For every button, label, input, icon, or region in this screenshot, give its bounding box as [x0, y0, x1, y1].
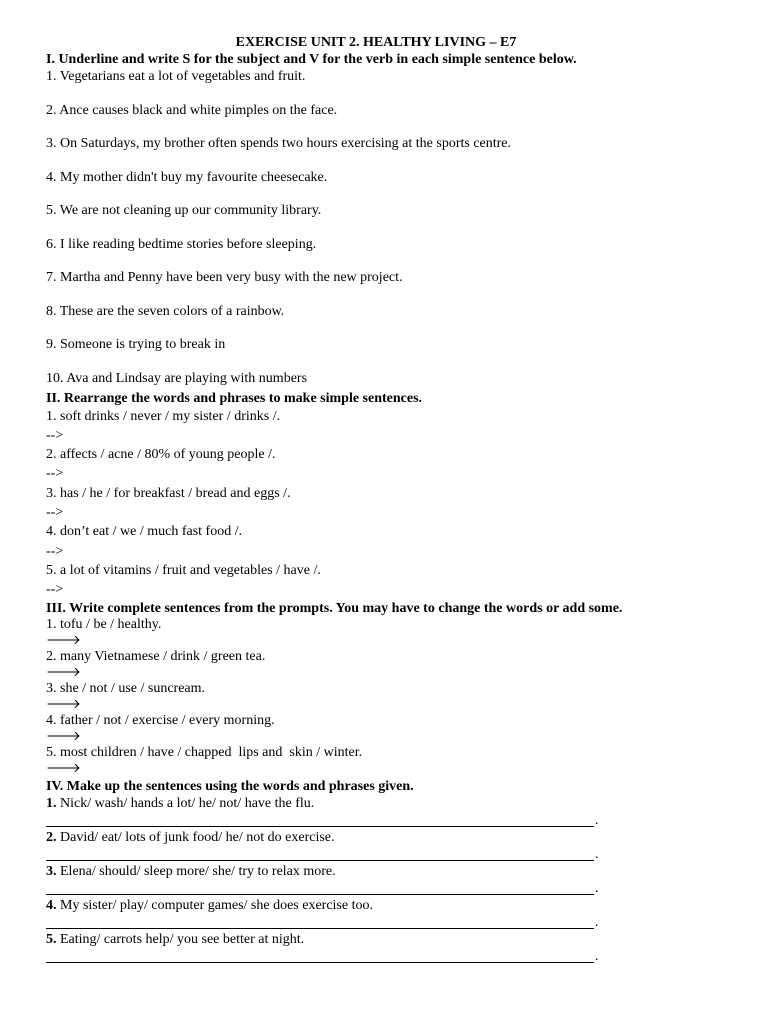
section-2-item: 2. affects / acne / 80% of young people /.: [46, 447, 276, 463]
item-prompt: My sister/ play/ computer games/ she does exercise too.: [56, 898, 373, 914]
answer-space: [46, 253, 706, 270]
answer-marker: -->: [46, 466, 64, 482]
section-2-item: 4. don’t eat / we / much fast food /.: [46, 524, 243, 540]
section-4-heading: IV. Make up the sentences using the words and phrases given.: [46, 779, 414, 795]
answer-marker: -->: [46, 582, 64, 598]
arrow-icon: 🡒: [46, 697, 81, 713]
section-3-heading: III. Write complete sentences from the prompts. You may have to change the words or add some.: [46, 601, 623, 617]
section-1-item: 7. Martha and Penny have been very busy with the new project.: [46, 270, 403, 285]
answer-space: [46, 286, 706, 303]
arrow-icon: 🡒: [46, 665, 81, 681]
section-1-heading: I. Underline and write S for the subject and V for the verb in each simple sentence below.: [46, 52, 577, 67]
arrow-icon: 🡒: [46, 633, 81, 649]
answer-space: [46, 219, 706, 236]
section-4-item: [46, 897, 706, 914]
section-2-item: 1. soft drinks / never / my sister / drinks /.: [46, 408, 281, 424]
line-end: .: [595, 847, 599, 863]
answer-marker: -->: [46, 427, 64, 443]
section-3-item: 3. she / not / use / suncream.: [46, 681, 206, 697]
section-1-item: 10. Ava and Lindsay are playing with numbers: [46, 370, 308, 386]
section-3-item: 2. many Vietnamese / drink / green tea.: [46, 649, 266, 665]
underline: [46, 826, 594, 827]
item-number: 2.: [46, 830, 57, 846]
answer-space: [46, 85, 706, 102]
answer-space: [46, 152, 706, 169]
answer-line[interactable]: [46, 846, 706, 863]
answer-line[interactable]: [46, 948, 706, 965]
section-4-item: [46, 795, 706, 812]
answer-marker: -->: [46, 543, 64, 559]
section-1-item: 9. Someone is trying to break in: [46, 337, 226, 352]
line-end: .: [595, 949, 599, 965]
item-number: 1.: [46, 796, 57, 812]
answer-line[interactable]: [46, 880, 706, 897]
answer-space: [46, 353, 706, 370]
item-number: 4.: [46, 898, 57, 914]
section-4-item: [46, 829, 706, 846]
underline: [46, 860, 594, 861]
section-2-item: 5. a lot of vitamins / fruit and vegetables / have /.: [46, 562, 321, 578]
section-1-item: 6. I like reading bedtime stories before sleeping.: [46, 236, 317, 252]
section-3-item: 4. father / not / exercise / every morning.: [46, 713, 275, 729]
item-prompt: David/ eat/ lots of junk food/ he/ not do exercise.: [56, 830, 335, 846]
section-1-item: 8. These are the seven colors of a rainbow.: [46, 303, 285, 319]
section-2-item: 3. has / he / for breakfast / bread and eggs /.: [46, 485, 291, 501]
answer-line[interactable]: [46, 914, 706, 931]
underline: [46, 928, 594, 929]
section-1-item: 2. Ance causes black and white pimples on the face.: [46, 102, 338, 118]
section-1-item: 4. My mother didn't buy my favourite cheesecake.: [46, 169, 328, 185]
section-4-item: [46, 931, 706, 948]
section-1-item: 3. On Saturdays, my brother often spends two hours exercising at the sports centre.: [46, 136, 512, 151]
underline: [46, 894, 594, 895]
section-1-item: 1. Vegetarians eat a lot of vegetables and fruit.: [46, 69, 306, 84]
item-prompt: Elena/ should/ sleep more/ she/ try to relax more.: [56, 864, 336, 880]
arrow-icon: 🡒: [46, 729, 81, 745]
page-title: EXERCISE UNIT 2. HEALTHY LIVING – E7: [235, 35, 517, 50]
answer-marker: -->: [46, 504, 64, 520]
section-3-item: 1. tofu / be / healthy.: [46, 617, 162, 633]
line-end: .: [595, 813, 599, 829]
section-2-heading: II. Rearrange the words and phrases to make simple sentences.: [46, 390, 423, 406]
item-number: 5.: [46, 932, 57, 948]
item-prompt: Nick/ wash/ hands a lot/ he/ not/ have the flu.: [56, 796, 315, 812]
underline: [46, 962, 594, 963]
answer-space: [46, 119, 706, 136]
section-1-item: 5. We are not cleaning up our community library.: [46, 203, 322, 218]
item-prompt: Eating/ carrots help/ you see better at night.: [56, 932, 305, 948]
answer-line[interactable]: [46, 812, 706, 829]
worksheet-page: [46, 34, 706, 965]
line-end: .: [595, 915, 599, 931]
item-number: 3.: [46, 864, 57, 880]
arrow-icon: 🡒: [46, 761, 81, 777]
section-3-item: 5. most children / have / chapped lips and skin / winter.: [46, 745, 363, 761]
section-4-item: [46, 863, 706, 880]
line-end: .: [595, 881, 599, 897]
answer-space: [46, 186, 706, 203]
answer-space: [46, 320, 706, 337]
